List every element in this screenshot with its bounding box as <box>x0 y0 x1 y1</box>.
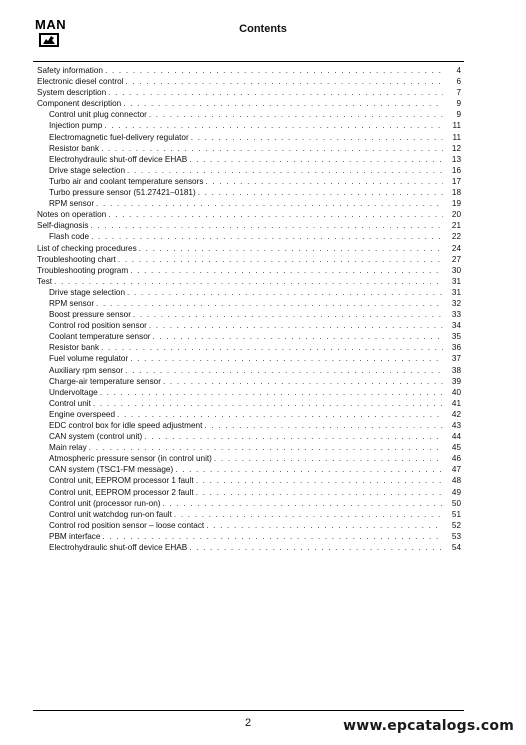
toc-entry-page: 34 <box>451 321 461 331</box>
toc-entry[interactable] <box>37 143 461 154</box>
toc-entry[interactable] <box>37 76 461 87</box>
toc-entry-label: List of checking procedures <box>37 243 137 253</box>
dot-leader <box>96 298 443 309</box>
toc-entry[interactable] <box>37 309 461 320</box>
toc-entry-label: Main relay <box>49 443 87 453</box>
toc-entry-label: Control unit, EEPROM processor 2 fault <box>49 487 194 497</box>
logo-text: MAN <box>35 17 67 32</box>
toc-entry[interactable] <box>37 365 461 376</box>
toc-entry-label: Electrohydraulic shut-off device EHAB <box>49 154 188 164</box>
toc-entry[interactable] <box>37 265 461 276</box>
toc-entry-label: Electronic diesel control <box>37 77 124 87</box>
footer-divider <box>33 710 464 711</box>
dot-leader <box>139 243 443 254</box>
toc-entry[interactable] <box>37 531 461 542</box>
toc-entry-label: Injection pump <box>49 121 103 131</box>
toc-entry-label: Charge-air temperature sensor <box>49 376 161 386</box>
toc-entry-page: 51 <box>451 509 461 519</box>
table-of-contents <box>37 65 461 553</box>
dot-leader <box>163 498 444 509</box>
dot-leader <box>163 376 443 387</box>
toc-entry-page: 27 <box>451 254 461 264</box>
toc-entry[interactable] <box>37 165 461 176</box>
dot-leader <box>130 353 443 364</box>
page-title: Contents <box>239 23 287 35</box>
toc-entry[interactable] <box>37 387 461 398</box>
toc-entry[interactable] <box>37 542 461 553</box>
dot-leader <box>189 154 443 165</box>
dot-leader <box>104 120 443 131</box>
toc-entry-page: 30 <box>451 265 461 275</box>
toc-entry[interactable] <box>37 509 461 520</box>
toc-entry-page: 39 <box>451 376 461 386</box>
toc-entry-page: 42 <box>451 409 461 419</box>
dot-leader <box>123 98 443 109</box>
toc-entry-label: Self-diagnosis <box>37 221 89 231</box>
toc-entry-page: 11 <box>452 132 461 142</box>
toc-entry-page: 33 <box>451 310 461 320</box>
toc-entry-page: 19 <box>451 199 461 209</box>
toc-entry[interactable] <box>37 65 461 76</box>
toc-entry[interactable] <box>37 276 461 287</box>
dot-leader <box>149 320 443 331</box>
toc-entry-label: Control rod position sensor – loose contact <box>49 520 205 530</box>
toc-entry-page: 13 <box>451 154 461 164</box>
dot-leader <box>118 254 443 265</box>
toc-entry-label: Drive stage selection <box>49 287 125 297</box>
toc-entry-page: 21 <box>451 221 461 231</box>
toc-entry-label: Control unit <box>49 398 91 408</box>
dot-leader <box>153 331 444 342</box>
toc-entry-label: Component description <box>37 99 122 109</box>
toc-entry-label: Resistor bank <box>49 343 100 353</box>
toc-entry-label: Test <box>37 276 53 286</box>
dot-leader <box>100 387 443 398</box>
toc-entry-page: 12 <box>451 143 461 153</box>
toc-entry-page: 37 <box>451 354 461 364</box>
toc-entry[interactable] <box>37 376 461 387</box>
toc-entry-label: Notes on operation <box>37 210 107 220</box>
toc-entry[interactable] <box>37 487 461 498</box>
toc-entry-label: Control unit, EEPROM processor 1 fault <box>49 476 194 486</box>
toc-entry-page: 36 <box>451 343 461 353</box>
toc-entry[interactable] <box>37 109 461 120</box>
dot-leader <box>133 309 443 320</box>
toc-entry-label: Control unit watchdog run-on fault <box>49 509 172 519</box>
toc-entry[interactable] <box>37 398 461 409</box>
toc-entry-label: Troubleshooting program <box>37 265 129 275</box>
dot-leader <box>127 287 443 298</box>
toc-entry-page: 31 <box>451 276 461 286</box>
toc-entry-label: Troubleshooting chart <box>37 254 116 264</box>
toc-entry[interactable] <box>37 420 461 431</box>
dot-leader <box>105 65 443 76</box>
toc-entry[interactable] <box>37 442 461 453</box>
dot-leader <box>108 87 443 98</box>
dot-leader <box>144 431 443 442</box>
toc-entry-label: System description <box>37 88 107 98</box>
toc-entry-label: RPM sensor <box>49 298 95 308</box>
toc-entry[interactable] <box>37 187 461 198</box>
toc-entry[interactable] <box>37 298 461 309</box>
toc-entry[interactable] <box>37 475 461 486</box>
toc-entry-label: Safety information <box>37 66 103 75</box>
toc-entry-page: 35 <box>451 332 461 342</box>
dot-leader <box>196 475 443 486</box>
toc-entry[interactable] <box>37 243 461 254</box>
dot-leader <box>214 453 443 464</box>
toc-entry[interactable] <box>37 431 461 442</box>
toc-entry-page: 38 <box>451 365 461 375</box>
toc-entry-label: Engine overspeed <box>49 409 116 419</box>
toc-entry[interactable] <box>37 453 461 464</box>
toc-entry-label: Undervoltage <box>49 387 98 397</box>
toc-entry[interactable] <box>37 209 461 220</box>
toc-entry-page: 50 <box>451 498 461 508</box>
dot-leader <box>108 209 443 220</box>
toc-entry-label: Auxiliary rpm sensor <box>49 365 124 375</box>
toc-entry[interactable] <box>37 498 461 509</box>
toc-entry-page: 46 <box>451 454 461 464</box>
toc-entry[interactable] <box>37 154 461 165</box>
header-divider <box>33 61 464 62</box>
dot-leader <box>101 342 443 353</box>
toc-entry-label: Drive stage selection <box>49 165 125 175</box>
toc-entry[interactable] <box>37 320 461 331</box>
toc-entry[interactable] <box>37 98 461 109</box>
toc-entry-page: 11 <box>452 121 461 131</box>
toc-entry-page: 18 <box>451 188 461 198</box>
dot-leader <box>89 442 443 453</box>
dot-leader <box>101 143 443 154</box>
toc-entry-label: CAN system (TSC1-FM message) <box>49 465 174 475</box>
toc-entry[interactable] <box>37 176 461 187</box>
toc-entry-label: CAN system (control unit) <box>49 432 143 442</box>
dot-leader <box>191 132 443 143</box>
dot-leader <box>204 420 443 431</box>
toc-entry[interactable] <box>37 132 461 143</box>
toc-entry[interactable] <box>37 198 461 209</box>
toc-entry-page: 24 <box>451 243 461 253</box>
toc-entry-page: 53 <box>451 531 461 541</box>
dot-leader <box>93 398 443 409</box>
toc-entry-page: 54 <box>451 543 461 553</box>
toc-entry-page: 20 <box>451 210 461 220</box>
toc-entry[interactable] <box>37 520 461 531</box>
toc-entry[interactable] <box>37 409 461 420</box>
toc-entry-page: 4 <box>456 66 461 75</box>
toc-entry[interactable] <box>37 87 461 98</box>
toc-entry[interactable] <box>37 220 461 231</box>
dot-leader <box>205 176 443 187</box>
dot-leader <box>196 487 443 498</box>
toc-entry[interactable] <box>37 120 461 131</box>
toc-entry-label: Resistor bank <box>49 143 100 153</box>
toc-entry-label: Control unit plug connector <box>49 110 147 120</box>
toc-entry-page: 9 <box>456 99 461 109</box>
toc-entry-label: PBM interface <box>49 531 101 541</box>
toc-entry-label: Fuel volume regulator <box>49 354 129 364</box>
toc-entry[interactable] <box>37 353 461 364</box>
toc-entry[interactable] <box>37 464 461 475</box>
toc-entry[interactable] <box>37 287 461 298</box>
toc-entry-label: Turbo pressure sensor (51.27421–0181) <box>49 188 196 198</box>
toc-entry[interactable] <box>37 231 461 242</box>
dot-leader <box>127 165 443 176</box>
toc-entry-page: 32 <box>451 298 461 308</box>
lion-emblem-icon <box>39 33 59 47</box>
toc-entry-page: 47 <box>451 465 461 475</box>
toc-entry-page: 48 <box>451 476 461 486</box>
dot-leader <box>125 76 443 87</box>
toc-entry-page: 9 <box>456 110 461 120</box>
toc-entry-page: 44 <box>451 432 461 442</box>
toc-entry-page: 22 <box>451 232 461 242</box>
dot-leader <box>198 187 443 198</box>
toc-entry-label: Turbo air and coolant temperature sensors <box>49 176 204 186</box>
toc-entry-label: RPM sensor <box>49 199 95 209</box>
toc-entry-page: 40 <box>451 387 461 397</box>
toc-entry-label: Flash code <box>49 232 90 242</box>
toc-entry[interactable] <box>37 331 461 342</box>
dot-leader <box>189 542 443 553</box>
toc-entry-label: Electrohydraulic shut-off device EHAB <box>49 543 188 553</box>
toc-entry-label: Control rod position sensor <box>49 321 147 331</box>
dot-leader <box>96 198 443 209</box>
dot-leader <box>91 231 443 242</box>
dot-leader <box>90 220 443 231</box>
toc-entry[interactable] <box>37 342 461 353</box>
toc-entry[interactable] <box>37 254 461 265</box>
toc-entry-label: Atmospheric pressure sensor (in control unit) <box>49 454 212 464</box>
toc-entry-page: 52 <box>451 520 461 530</box>
dot-leader <box>117 409 443 420</box>
toc-entry-label: Coolant temperature sensor <box>49 332 151 342</box>
dot-leader <box>125 365 443 376</box>
dot-leader <box>130 265 443 276</box>
dot-leader <box>175 464 443 475</box>
toc-entry-label: EDC control box for idle speed adjustment <box>49 421 203 430</box>
dot-leader <box>102 531 443 542</box>
toc-entry-page: 49 <box>451 487 461 497</box>
toc-entry-page: 17 <box>451 176 461 186</box>
watermark: www.epcatalogs.com <box>343 718 514 734</box>
dot-leader <box>206 520 443 531</box>
toc-entry-label: Boost pressure sensor <box>49 310 131 320</box>
toc-entry-label: Control unit (processor run-on) <box>49 498 161 508</box>
dot-leader <box>174 509 443 520</box>
toc-entry-page: 6 <box>456 77 461 87</box>
toc-entry-page: 45 <box>451 443 461 453</box>
dot-leader <box>54 276 443 287</box>
page-number: 2 <box>244 717 252 729</box>
toc-entry-page: 16 <box>451 165 461 175</box>
toc-entry-page: 43 <box>451 421 461 430</box>
dot-leader <box>149 109 443 120</box>
toc-entry-page: 41 <box>451 398 461 408</box>
toc-entry-label: Electromagnetic fuel-delivery regulator <box>49 132 189 142</box>
toc-entry-page: 31 <box>451 287 461 297</box>
toc-entry-page: 7 <box>456 88 461 98</box>
